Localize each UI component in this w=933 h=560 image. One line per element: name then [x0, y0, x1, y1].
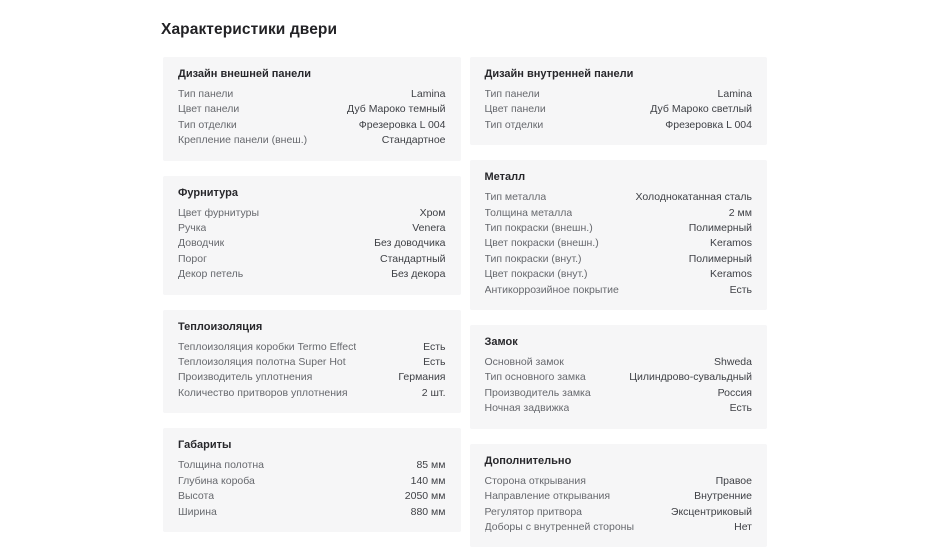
spec-label: Ручка — [178, 222, 207, 235]
spec-row — [178, 340, 446, 355]
page-title: Характеристики двери — [161, 21, 338, 38]
card-title: Теплоизоляция — [178, 320, 263, 333]
spec-row — [178, 133, 446, 148]
spec-row — [178, 206, 446, 221]
spec-value: Без доводчика — [374, 237, 446, 250]
spec-card-additional — [470, 444, 768, 548]
spec-row — [485, 489, 753, 504]
spec-columns — [163, 57, 767, 547]
spec-value: Стандартное — [381, 134, 446, 147]
spec-row — [178, 87, 446, 102]
spec-rows — [485, 355, 753, 417]
spec-label: Глубина короба — [178, 474, 255, 487]
spec-label: Ночная задвижка — [484, 402, 570, 415]
spec-row — [485, 370, 753, 385]
spec-label: Толщина металла — [484, 206, 573, 219]
spec-label: Тип покраски (внут.) — [484, 252, 582, 265]
spec-row — [178, 221, 446, 236]
spec-row — [485, 355, 753, 370]
spec-label: Производитель замка — [484, 386, 591, 399]
spec-row — [485, 252, 753, 267]
spec-value: 2050 мм — [404, 490, 446, 503]
spec-label: Регулятор притвора — [484, 505, 583, 518]
spec-row — [485, 283, 753, 298]
spec-row — [178, 370, 446, 385]
spec-label: Доборы с внутренней стороны — [484, 520, 635, 533]
spec-label: Доводчик — [178, 237, 225, 250]
spec-label: Цвет фурнитуры — [178, 206, 260, 219]
spec-rows — [178, 206, 446, 283]
spec-row — [485, 206, 753, 221]
spec-row — [178, 458, 446, 473]
spec-value: Есть — [423, 340, 446, 353]
spec-row — [178, 474, 446, 489]
spec-label: Производитель уплотнения — [178, 371, 313, 384]
spec-row — [485, 221, 753, 236]
spec-row — [485, 102, 753, 117]
spec-value: Хром — [419, 206, 446, 219]
spec-row — [485, 474, 753, 489]
spec-label: Сторона открывания — [484, 474, 586, 487]
spec-value: Цилиндрово-сувальдный — [629, 371, 752, 384]
spec-value: Без декора — [391, 268, 446, 281]
spec-value: Стандартный — [379, 252, 446, 265]
spec-value: 880 мм — [410, 505, 446, 518]
spec-label: Цвет панели — [484, 103, 546, 116]
spec-card-thermal-insulation — [163, 310, 461, 414]
spec-value: Эксцентриковый — [670, 505, 752, 518]
spec-card-lock — [470, 325, 768, 429]
spec-rows — [485, 190, 753, 298]
spec-value: 140 мм — [410, 474, 446, 487]
spec-label: Теплоизоляция полотна Super Hot — [178, 356, 346, 369]
spec-label: Тип основного замка — [484, 371, 586, 384]
spec-value: Фрезеровка L 004 — [358, 118, 446, 131]
spec-value: Keramos — [709, 237, 752, 250]
spec-card-dimensions — [163, 428, 461, 532]
spec-label: Порог — [178, 252, 207, 265]
spec-column-left — [163, 57, 461, 532]
spec-card-internal-panel-design — [470, 57, 768, 145]
spec-row — [485, 401, 753, 416]
spec-label: Цвет покраски (внут.) — [484, 268, 588, 281]
spec-row — [485, 87, 753, 102]
spec-row — [178, 236, 446, 251]
spec-row — [178, 386, 446, 401]
spec-row — [485, 267, 753, 282]
spec-value: Внутренние — [694, 490, 752, 503]
card-title: Фурнитура — [178, 186, 238, 199]
spec-row — [178, 355, 446, 370]
spec-value: Дуб Мароко темный — [347, 103, 446, 116]
spec-row — [178, 252, 446, 267]
spec-value: Холоднокатанная сталь — [635, 191, 752, 204]
spec-label: Тип покраски (внешн.) — [484, 222, 593, 235]
spec-value: Shweda — [714, 356, 752, 369]
spec-label: Высота — [178, 490, 215, 503]
spec-label: Ширина — [178, 505, 217, 518]
spec-column-right — [470, 57, 768, 547]
spec-value: 85 мм — [416, 459, 446, 472]
spec-value: Германия — [398, 371, 446, 384]
spec-label: Цвет панели — [178, 103, 240, 116]
spec-row — [178, 505, 446, 520]
spec-value: Дуб Мароко светлый — [650, 103, 752, 116]
card-title: Металл — [484, 171, 526, 184]
spec-label: Крепление панели (внеш.) — [178, 134, 308, 147]
spec-row — [485, 190, 753, 205]
spec-value: Есть — [729, 283, 752, 296]
spec-label: Антикоррозийное покрытие — [484, 283, 619, 296]
spec-rows — [485, 87, 753, 133]
card-title: Габариты — [178, 439, 232, 452]
spec-label: Декор петель — [178, 268, 244, 281]
spec-value: Есть — [423, 356, 446, 369]
spec-value: Полимерный — [688, 222, 752, 235]
spec-label: Тип панели — [484, 88, 540, 100]
spec-row — [485, 505, 753, 520]
spec-card-metal — [470, 160, 768, 310]
spec-value: Полимерный — [688, 252, 752, 265]
spec-label: Тип металла — [484, 191, 547, 204]
spec-row — [485, 118, 753, 133]
spec-label: Тип панели — [178, 88, 234, 100]
spec-label: Направление открывания — [484, 490, 611, 503]
spec-value: 2 шт. — [421, 386, 446, 399]
spec-value: Фрезеровка L 004 — [665, 118, 752, 131]
spec-row — [178, 102, 446, 117]
spec-rows — [178, 458, 446, 520]
card-title: Дизайн внутренней панели — [484, 68, 634, 80]
spec-label: Тип отделки — [484, 118, 544, 131]
card-title: Замок — [484, 336, 518, 349]
spec-value: Есть — [729, 402, 752, 415]
spec-row — [485, 386, 753, 401]
spec-row — [485, 520, 753, 535]
spec-value: Правое — [715, 474, 752, 487]
spec-label: Теплоизоляция коробки Termo Effect — [178, 340, 357, 353]
spec-value: Россия — [717, 386, 752, 399]
spec-value: Нет — [734, 520, 752, 533]
spec-card-external-panel-design — [163, 57, 461, 161]
spec-label: Основной замок — [484, 356, 564, 369]
spec-value: Lamina — [717, 88, 752, 100]
spec-label: Цвет покраски (внешн.) — [484, 237, 599, 250]
spec-value: Lamina — [411, 88, 446, 100]
spec-rows — [178, 87, 446, 149]
spec-label: Количество притворов уплотнения — [178, 386, 348, 399]
spec-value: Keramos — [709, 268, 752, 281]
card-title: Дополнительно — [484, 454, 572, 467]
spec-rows — [178, 340, 446, 402]
spec-value: 2 мм — [728, 206, 752, 219]
spec-card-hardware — [163, 176, 461, 295]
spec-label: Тип отделки — [178, 118, 237, 131]
card-title: Дизайн внешней панели — [178, 68, 312, 80]
spec-row — [178, 118, 446, 133]
spec-label: Толщина полотна — [178, 459, 264, 472]
spec-row — [178, 489, 446, 504]
spec-rows — [485, 474, 753, 536]
spec-row — [485, 236, 753, 251]
spec-value: Venera — [412, 222, 446, 235]
spec-row — [178, 267, 446, 282]
